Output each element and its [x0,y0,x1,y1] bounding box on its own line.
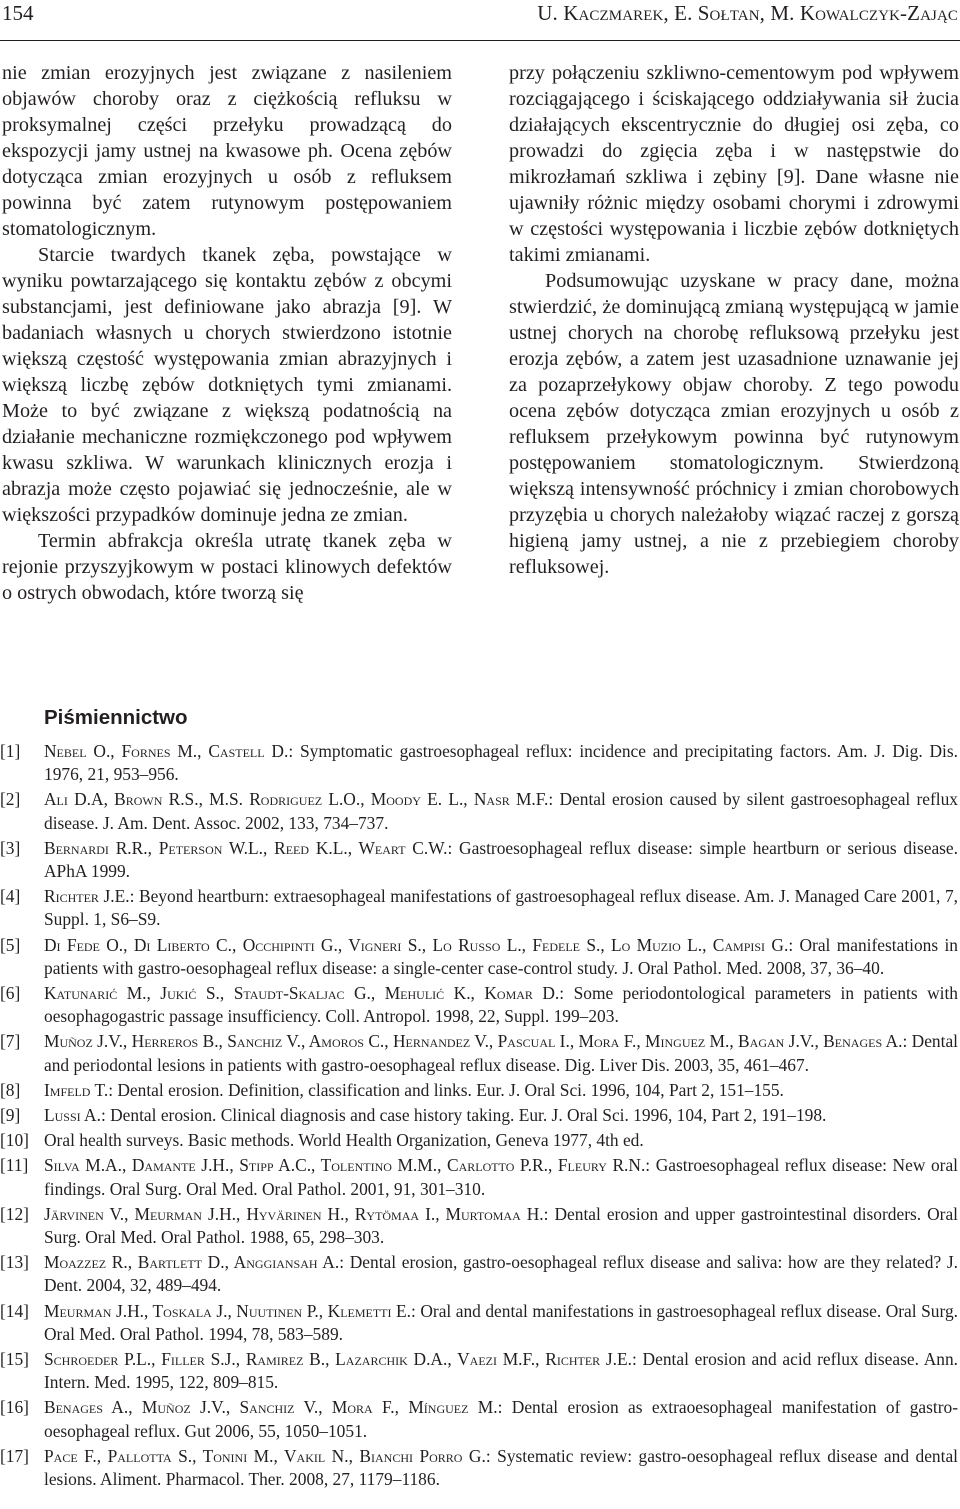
page-number: 154 [2,1,34,25]
reference-citation: : Symptomatic gastroesophageal reflux: incidence and precipitating factors. Am. J. Dig. Dis. 1976, 21, 953–956. [44,741,959,785]
reference-citation: : Gastroesophageal reflux disease: New oral findings. Oral Surg. Oral Med. Oral Pathol. 2001, 91, 301–310. [44,1155,958,1199]
reference-item [0,740,958,786]
reference-item [0,1129,958,1152]
reference-citation: : Dental erosion and acid reflux disease. Ann. Intern. Med. 1995, 122, 809–815. [44,1349,958,1393]
reference-number: [3] [0,837,21,858]
reference-list [0,740,958,1493]
reference-authors: Järvinen V., Meurman J.H., Hyvärinen H., Rytömaa I., Murtomaa H. [44,1203,544,1224]
reference-item [0,934,958,980]
reference-number: [7] [0,1031,21,1052]
reference-authors: Bernardi R.R., Peterson W.L., Reed K.L., Weart C.W. [44,837,448,858]
reference-item [0,1300,958,1346]
reference-item [0,1445,958,1491]
reference-number: [16] [0,1397,29,1418]
reference-citation: : Dental erosion. Clinical diagnosis and case history taking. Eur. J. Oral Sci. 1996, 104, Part 2, 191–198. [100,1105,827,1126]
reference-authors: Silva M.A., Damante J.H., Stipp A.C., Tolentino M.M., Carlotto P.R., Fleury R.N. [44,1155,646,1176]
reference-authors: Benages A., Muñoz J.V., Sanchiz V., Mora F., Mínguez M. [44,1397,498,1418]
reference-number: [5] [0,934,21,955]
reference-authors: Lussi A. [44,1105,101,1126]
reference-citation: : Dental erosion, gastro-oesophageal reflux disease and saliva: how are they related? J. Dent. 2004, 32, 489–494. [44,1252,958,1296]
body-paragraph: nie zmian erozyjnych jest związane z nasileniem objawów choroby oraz z ciężkością refluksu w proksymalnej części przełyku prowadzącą do ekspozycji jamy ustnej na kwasowe ph. Ocena zębów dotycząca zmian erozyjnych u osób z refluksem powinna być zatem rutynowym postępowaniem stomatologicznym. [2,62,452,240]
reference-authors: Muñoz J.V., Herreros B., Sanchiz V., Amoros C., Hernandez V., Pascual I., Mora F., Minguez M., Bagan J.V., Benages A. [44,1031,903,1052]
reference-authors: Moazzez R., Bartlett D., Anggiansah A. [44,1252,340,1273]
reference-authors: Richter J.E. [44,886,130,907]
reference-item [0,1079,958,1102]
reference-citation: : Gastroesophageal reflux disease: simple heartburn or serious disease. APhA 1999. [44,837,959,882]
reference-item [0,1348,958,1394]
reference-number: [6] [0,983,21,1004]
reference-citation: : Beyond heartburn: extraesophageal manifestations of gastroesophageal reflux disease. Am. J. Managed Care 2001, 7, Suppl. 1, S6–S9. [44,886,958,930]
reference-item [0,982,958,1028]
reference-number: [1] [0,741,21,761]
reference-item [0,885,958,931]
reference-authors: Pace F., Pallotta S., Tonini M., Vakil N., Bianchi Porro G. [44,1445,486,1466]
reference-citation: : Dental erosion caused by silent gastroesophageal reflux disease. J. Am. Dent. Assoc. 2002, 133, 734–737. [44,789,958,833]
page-header [0,0,960,41]
reference-number: [10] [0,1130,29,1151]
reference-number: [14] [0,1300,29,1321]
reference-citation: : Dental erosion and upper gastrointestinal disorders. Oral Surg. Oral Med. Oral Pathol. 1988, 65, 298–303. [44,1203,958,1248]
reference-authors: Katunarić M., Jukić S., Staudt-Skaljac G., Mehulić K., Komar D. [44,983,560,1004]
running-head-authors: U. Kaczmarek, E. Sołtan, M. Kowalczyk-Zając [537,1,958,25]
body-paragraph: Podsumowując uzyskane w pracy dane, można stwierdzić, że dominującą zmianą występującą w jamie ustnej chorych na chorobę refluksową przełyku jest erozja zębów, a zatem jest uzasadnione uznawanie jej za pozaprzełykowy objaw choroby. Z tego powodu ocena zębów dotycząca zmian erozyjnych u osób z refluksem przełykowym powinna być rutynowym postępowaniem stomatologicznym. Stwierdzoną większą intensywność próchnicy i zmian chorobowych przyzębia u chorych należałoby wiązać raczej z gorszą higieną jamy ustnej, a nie z przebiegiem choroby refluksowej. [509,270,959,578]
reference-citation: : Oral and dental manifestations in gastroesophageal reflux disease. Oral Surg. Oral Med. Oral Pathol. 1994, 78, 583–589. [44,1300,958,1344]
reference-citation: Oral health surveys. Basic methods. World Health Organization, Geneva 1977, 4th ed. [44,1130,644,1151]
reference-citation: : Some periodontological parameters in patients with oesophagogastric passage insufficiency. Coll. Antropol. 1998, 22, Suppl. 199–203. [44,983,958,1027]
reference-citation: : Dental erosion. Definition, classification and links. Eur. J. Oral Sci. 1996, 104, Part 2, 151–155. [108,1079,784,1100]
reference-item [0,837,958,883]
reference-number: [11] [0,1155,29,1176]
reference-number: [12] [0,1203,29,1224]
body-paragraph: Termin abfrakcja określa utratę tkanek zęba w rejonie przyszyjkowym w postaci klinowych defektów o ostrych obwodach, które tworzą się [2,530,452,604]
reference-authors: Ali D.A, Brown R.S., M.S. Rodriguez L.O., Moody E. L., Nasr M.F. [44,789,549,810]
reference-item [0,1030,958,1076]
reference-citation: : Oral manifestations in patients with gastro-oesophageal reflux disease: a single-center case-control study. J. Oral Pathol. Med. 2008, 37, 36–40. [44,934,959,978]
reference-authors: Di Fede O., Di Liberto C., Occhipinti G., Vigneri S., Lo Russo L., Fedele S., Lo Muzio L., Campisi G. [44,934,789,955]
reference-number: [17] [0,1445,29,1466]
reference-item [0,788,958,834]
right-column [509,60,959,580]
reference-item [0,1396,958,1442]
reference-number: [4] [0,886,21,907]
reference-item [0,1203,958,1249]
reference-citation: : Systematic review: gastro-oesophageal reflux disease and dental lesions. Aliment. Pharmacol. Ther. 2008, 27, 1179–1186. [44,1445,958,1490]
left-column [2,60,452,606]
reference-item [0,1251,958,1297]
reference-item [0,1154,958,1200]
body-paragraph: Starcie twardych tkanek zęba, powstające w wyniku powtarzającego się kontaktu zębów z obcymi substancjami, jest definiowane jako abrazja [9]. W badaniach własnych u chorych stwierdzono istotnie większą częstość występowania zmian abrazyjnych i większą liczbę zębów dotkniętych tymi zmianami. Może to być związane z większą podatnością na działanie mechaniczne rozmiękczonego pod wpływem kwasu szkliwa. W warunkach klinicznych erozja i abrazja może często pojawiać się jednocześnie, ale w większości przypadków dominuje jedna ze zmian. [2,244,452,526]
reference-item [0,1104,958,1127]
reference-number: [15] [0,1349,29,1370]
reference-number: [9] [0,1105,21,1126]
reference-number: [13] [0,1252,29,1273]
reference-citation: : Dental erosion as extraoesophageal manifestation of gastro-oesophageal reflux. Gut 2006, 55, 1050–1051. [44,1397,958,1441]
reference-number: [2] [0,789,21,810]
reference-citation: : Dental and periodontal lesions in patients with gastro-oesophageal reflux disease. Dig. Liver Dis. 2003, 35, 461–467. [44,1031,958,1075]
references-heading: Piśmiennictwo [44,706,188,729]
body-paragraph: przy połączeniu szkliwno-cementowym pod wpływem rozciągającego i ściskającego oddziaływania sił żucia działających ekscentrycznie do długiej osi zęba, co prowadzi do zgięcia zęba i w następstwie do mikrozłamań szkliwa i zębiny [9]. Dane własne nie ujawniły różnic między osobami chorymi i zdrowymi w częstości występowania i liczbie zębów dotkniętych takimi zmianami. [509,62,959,266]
reference-authors: Imfeld T. [44,1079,109,1100]
reference-authors: Meurman J.H., Toskala J., Nuutinen P., Klemetti E. [44,1300,411,1321]
reference-number: [8] [0,1079,21,1100]
reference-authors: Nebel O., Fornes M., Castell D. [44,741,289,761]
reference-authors: Schroeder P.L., Filler S.J., Ramirez B., Lazarchik D.A., Vaezi M.F., Richter J.E. [44,1349,632,1370]
